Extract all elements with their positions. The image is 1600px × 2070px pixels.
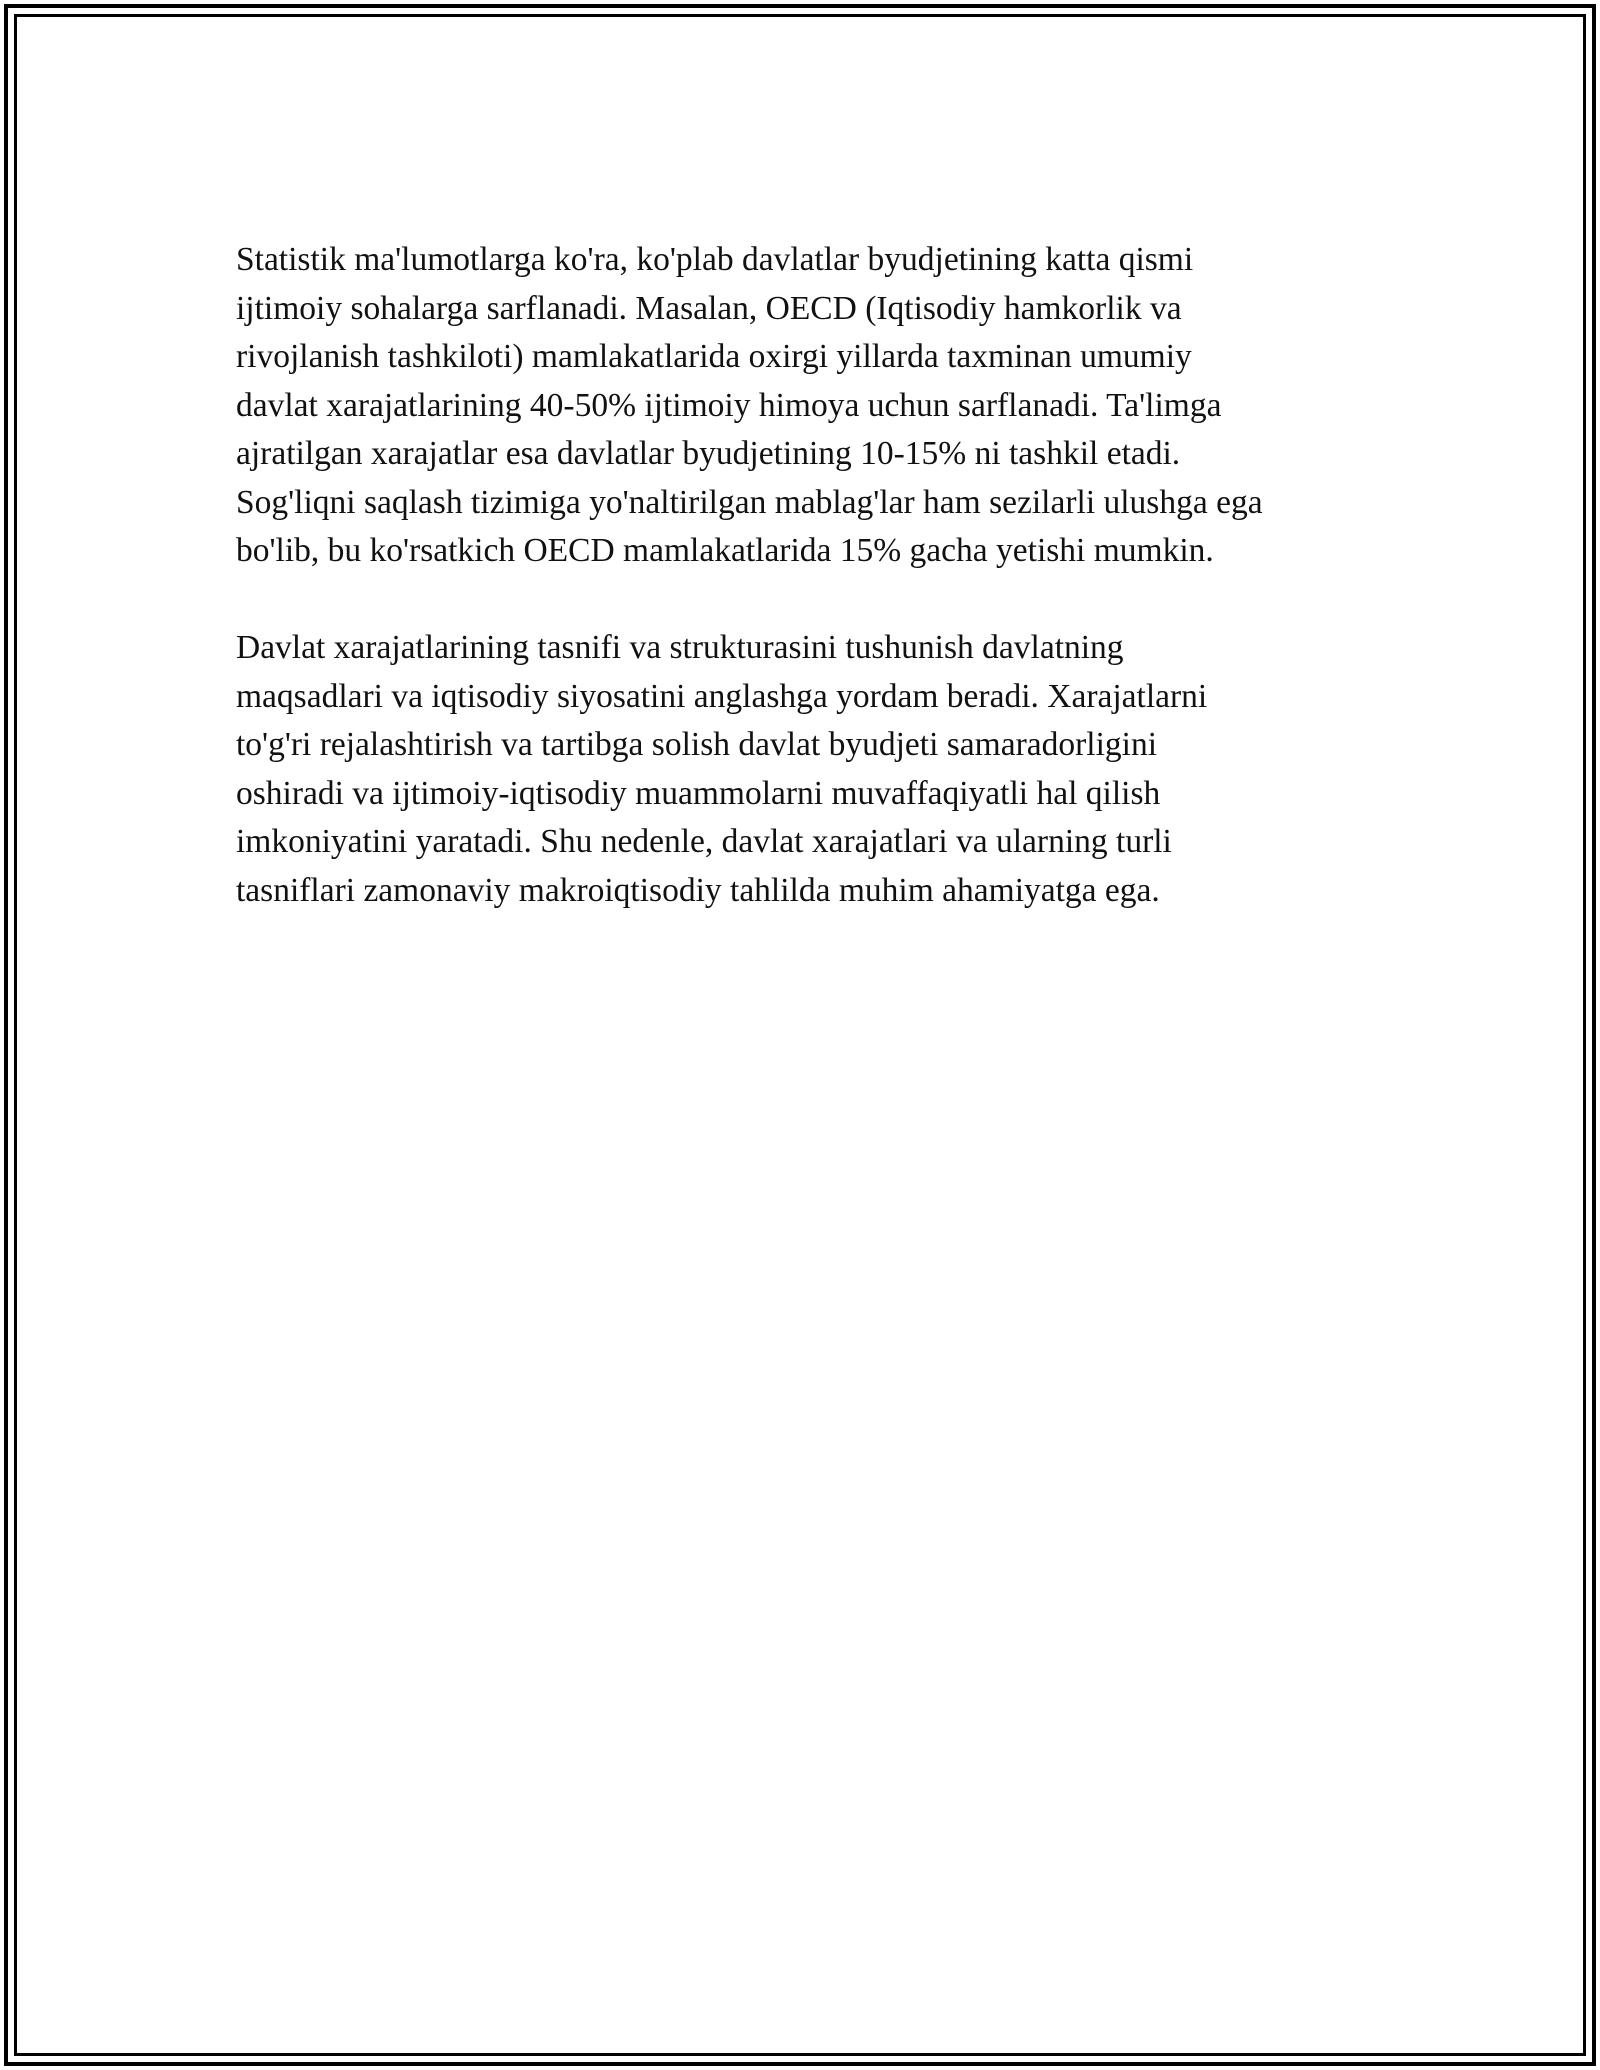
- text-line: Sog'liqni saqlash tizimiga yo'naltirilgan mablag'lar ham sezilarli ulushga ega: [236, 483, 1263, 521]
- paragraph-statistics: [236, 236, 1376, 576]
- text-line: Statistik ma'lumotlarga ko'ra, ko'plab davlatlar byudjetining katta qismi: [236, 241, 1194, 278]
- text-line: ajratilgan xarajatlar esa davlatlar byudjetining 10-15% ni tashkil etadi.: [236, 435, 1181, 472]
- paragraph-classification: [236, 624, 1376, 915]
- text-line: imkoniyatini yaratadi. Shu nedenle, davlat xarajatlari va ularning turli: [236, 823, 1172, 860]
- text-line: bo'lib, bu ko'rsatkich OECD mamlakatlarida 15% gacha yetishi mumkin.: [236, 532, 1214, 569]
- text-line: Davlat xarajatlarining tasnifi va strukturasini tushunish davlatning: [236, 629, 1124, 666]
- document-body: [236, 236, 1376, 964]
- text-line: davlat xarajatlarining 40-50% ijtimoiy himoya uchun sarflanadi. Ta'limga: [236, 386, 1222, 424]
- text-line: rivojlanish tashkiloti) mamlakatlarida oxirgi yillarda taxminan umumiy: [236, 338, 1192, 375]
- text-line: tasniflari zamonaviy makroiqtisodiy tahlilda muhim ahamiyatga ega.: [236, 871, 1160, 909]
- text-line: oshiradi va ijtimoiy-iqtisodiy muammolarni muvaffaqiyatli hal qilish: [236, 774, 1161, 812]
- text-line: ijtimoiy sohalarga sarflanadi. Masalan, OECD (Iqtisodiy hamkorlik va: [236, 289, 1182, 327]
- text-line: to'g'ri rejalashtirish va tartibga solish davlat byudjeti samaradorligini: [236, 726, 1158, 763]
- text-line: maqsadlari va iqtisodiy siyosatini anglashga yordam beradi. Xarajatlarni: [236, 677, 1208, 715]
